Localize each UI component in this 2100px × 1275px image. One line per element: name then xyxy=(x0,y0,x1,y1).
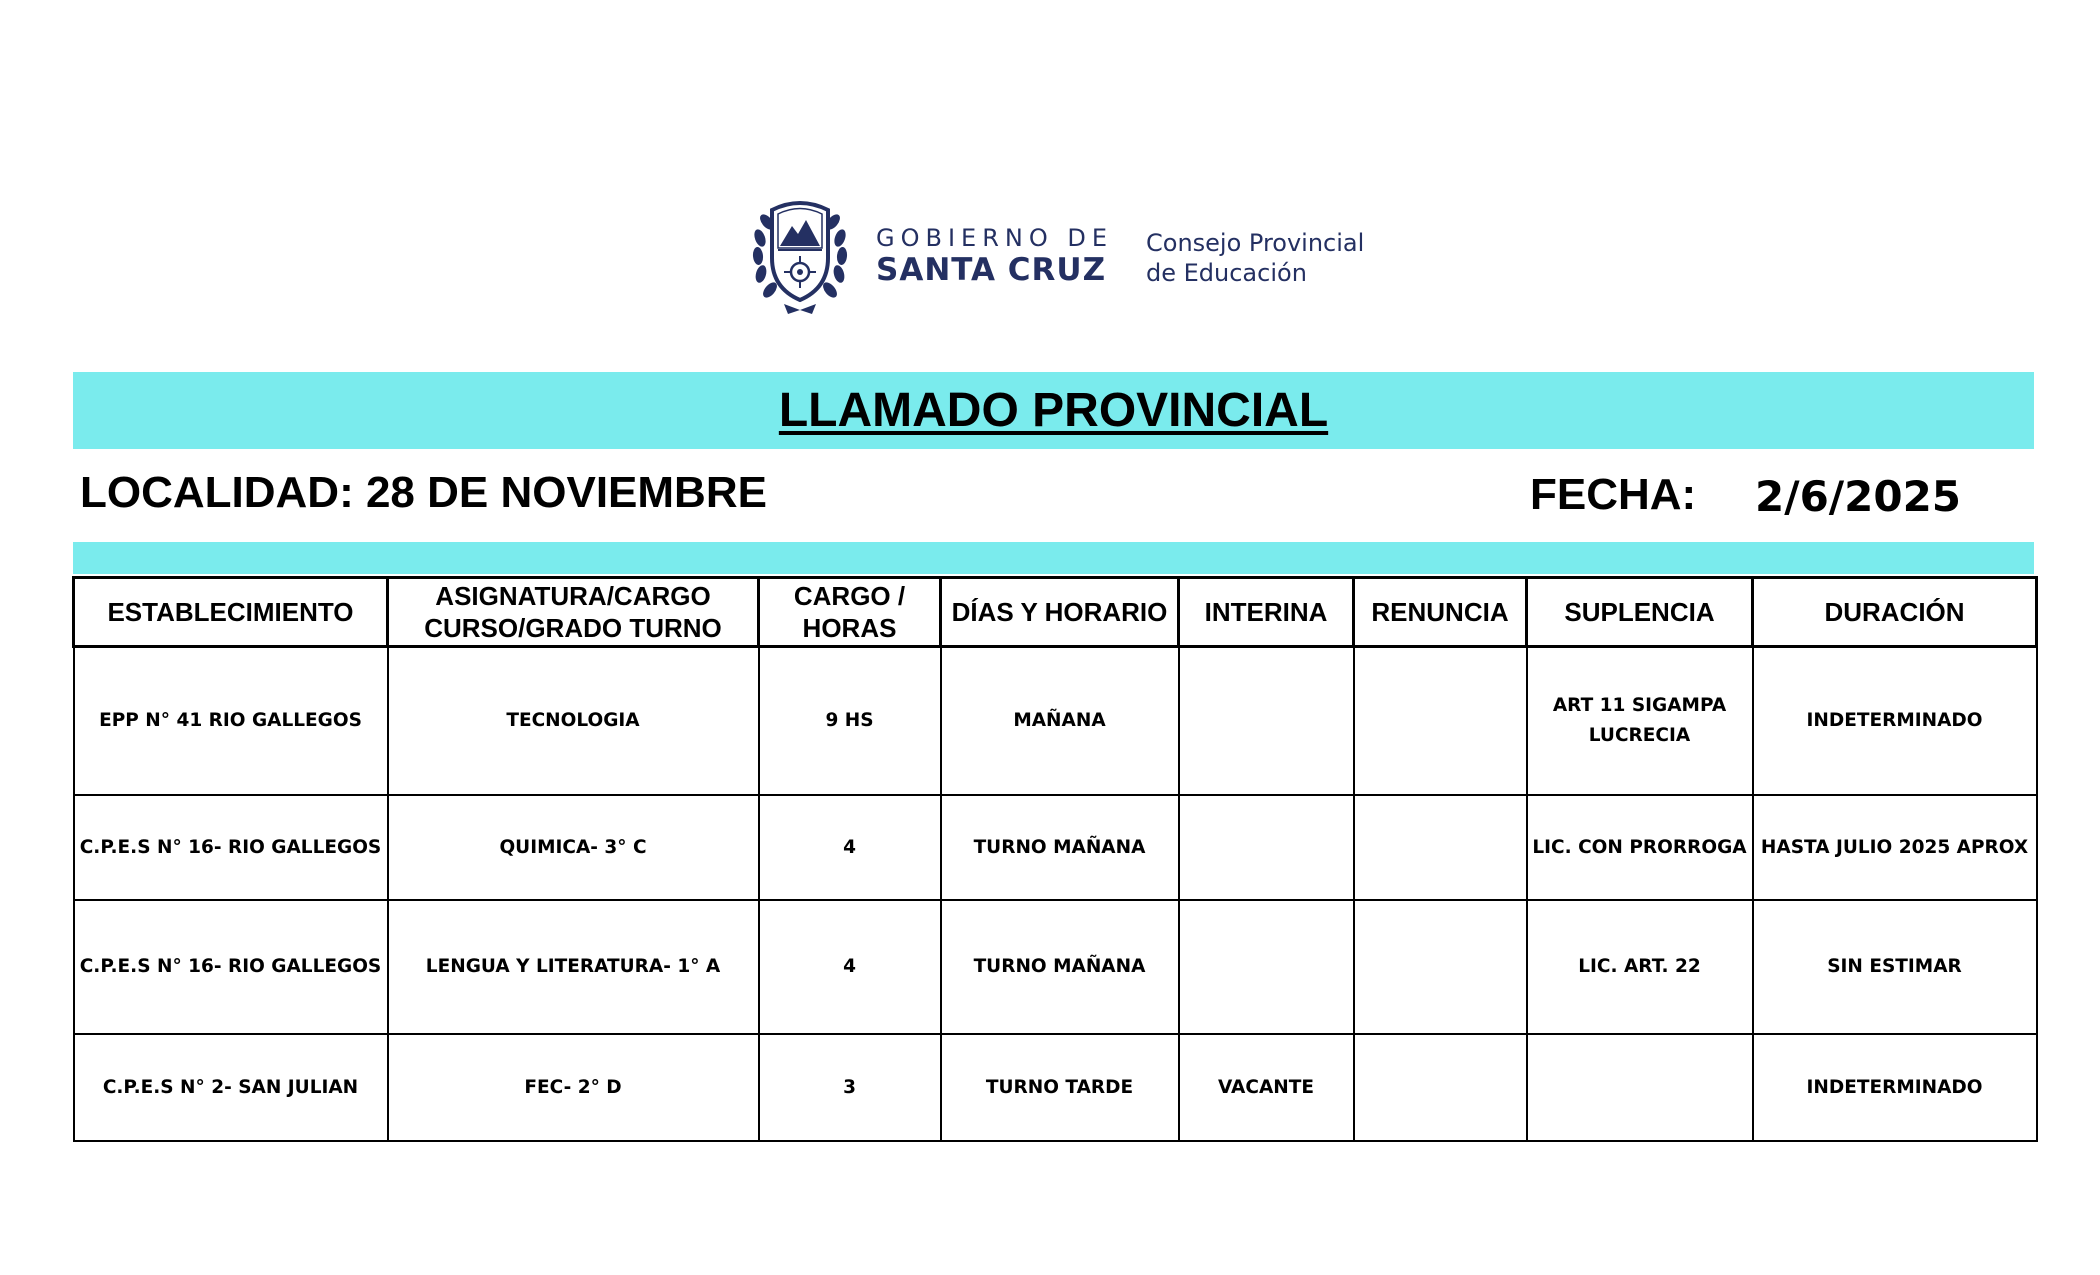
cell-duracion: HASTA JULIO 2025 APROX xyxy=(1753,795,2037,900)
gov-line-2: SANTA CRUZ xyxy=(876,252,1107,288)
header-asignatura: ASIGNATURA/CARGO CURSO/GRADO TURNO xyxy=(388,578,759,647)
letterhead xyxy=(750,188,1430,318)
header-interina: INTERINA xyxy=(1179,578,1354,647)
page-title: LLAMADO PROVINCIAL xyxy=(778,384,1329,437)
cell-interina xyxy=(1179,795,1354,900)
table-row xyxy=(74,900,2037,1034)
cell-interina: VACANTE xyxy=(1179,1034,1354,1141)
cell-suplencia xyxy=(1527,1034,1753,1141)
cell-establecimiento: C.P.E.S N° 16- RIO GALLEGOS xyxy=(74,795,388,900)
cell-asignatura: QUIMICA- 3° C xyxy=(388,795,759,900)
title-band xyxy=(73,372,2034,449)
cell-cargo: 3 xyxy=(759,1034,941,1141)
header-dias: DÍAS Y HORARIO xyxy=(941,578,1179,647)
cell-cargo: 4 xyxy=(759,900,941,1034)
cell-renuncia xyxy=(1354,1034,1527,1141)
header-cargo: CARGO / HORAS xyxy=(759,578,941,647)
table-row xyxy=(74,1034,2037,1141)
cell-duracion: INDETERMINADO xyxy=(1753,647,2037,796)
cell-cargo: 4 xyxy=(759,795,941,900)
header-duracion: DURACIÓN xyxy=(1753,578,2037,647)
table-row xyxy=(74,795,2037,900)
cell-suplencia: LIC. ART. 22 xyxy=(1527,900,1753,1034)
cell-dias: TURNO MAÑANA xyxy=(941,900,1179,1034)
header-renuncia: RENUNCIA xyxy=(1354,578,1527,647)
cell-establecimiento: C.P.E.S N° 2- SAN JULIAN xyxy=(74,1034,388,1141)
table-header-row xyxy=(74,578,2037,647)
cell-asignatura: LENGUA Y LITERATURA- 1° A xyxy=(388,900,759,1034)
cell-dias: MAÑANA xyxy=(941,647,1179,796)
consejo-line-1: Consejo Provincial xyxy=(1146,229,1365,257)
consejo-logo-text xyxy=(1146,228,1364,288)
government-logo-text xyxy=(876,224,1113,288)
header-establecimiento: ESTABLECIMIENTO xyxy=(74,578,388,647)
cell-suplencia: ART 11 SIGAMPA LUCRECIA xyxy=(1527,647,1753,796)
cell-suplencia: LIC. CON PRORROGA xyxy=(1527,795,1753,900)
vacancies-table xyxy=(72,576,2038,1142)
consejo-line-2: de Educación xyxy=(1146,259,1307,287)
cell-renuncia xyxy=(1354,795,1527,900)
cell-cargo: 9 HS xyxy=(759,647,941,796)
cell-dias: TURNO MAÑANA xyxy=(941,795,1179,900)
cell-establecimiento: C.P.E.S N° 16- RIO GALLEGOS xyxy=(74,900,388,1034)
cell-duracion: INDETERMINADO xyxy=(1753,1034,2037,1141)
cell-renuncia xyxy=(1354,900,1527,1034)
localidad-label: LOCALIDAD: 28 DE NOVIEMBRE xyxy=(80,468,767,517)
divider-band xyxy=(73,542,2034,574)
cell-dias: TURNO TARDE xyxy=(941,1034,1179,1141)
cell-interina xyxy=(1179,647,1354,796)
cell-asignatura: TECNOLOGIA xyxy=(388,647,759,796)
cell-renuncia xyxy=(1354,647,1527,796)
gov-line-1: GOBIERNO DE xyxy=(876,224,1113,252)
cell-interina xyxy=(1179,900,1354,1034)
cell-asignatura: FEC- 2° D xyxy=(388,1034,759,1141)
table-row xyxy=(74,647,2037,796)
fecha-label: FECHA: xyxy=(1530,470,1697,519)
cell-duracion: SIN ESTIMAR xyxy=(1753,900,2037,1034)
header-suplencia: SUPLENCIA xyxy=(1527,578,1753,647)
fecha-value: 2/6/2025 xyxy=(1755,472,1962,521)
cell-establecimiento: EPP N° 41 RIO GALLEGOS xyxy=(74,647,388,796)
santa-cruz-seal-icon xyxy=(750,188,850,316)
